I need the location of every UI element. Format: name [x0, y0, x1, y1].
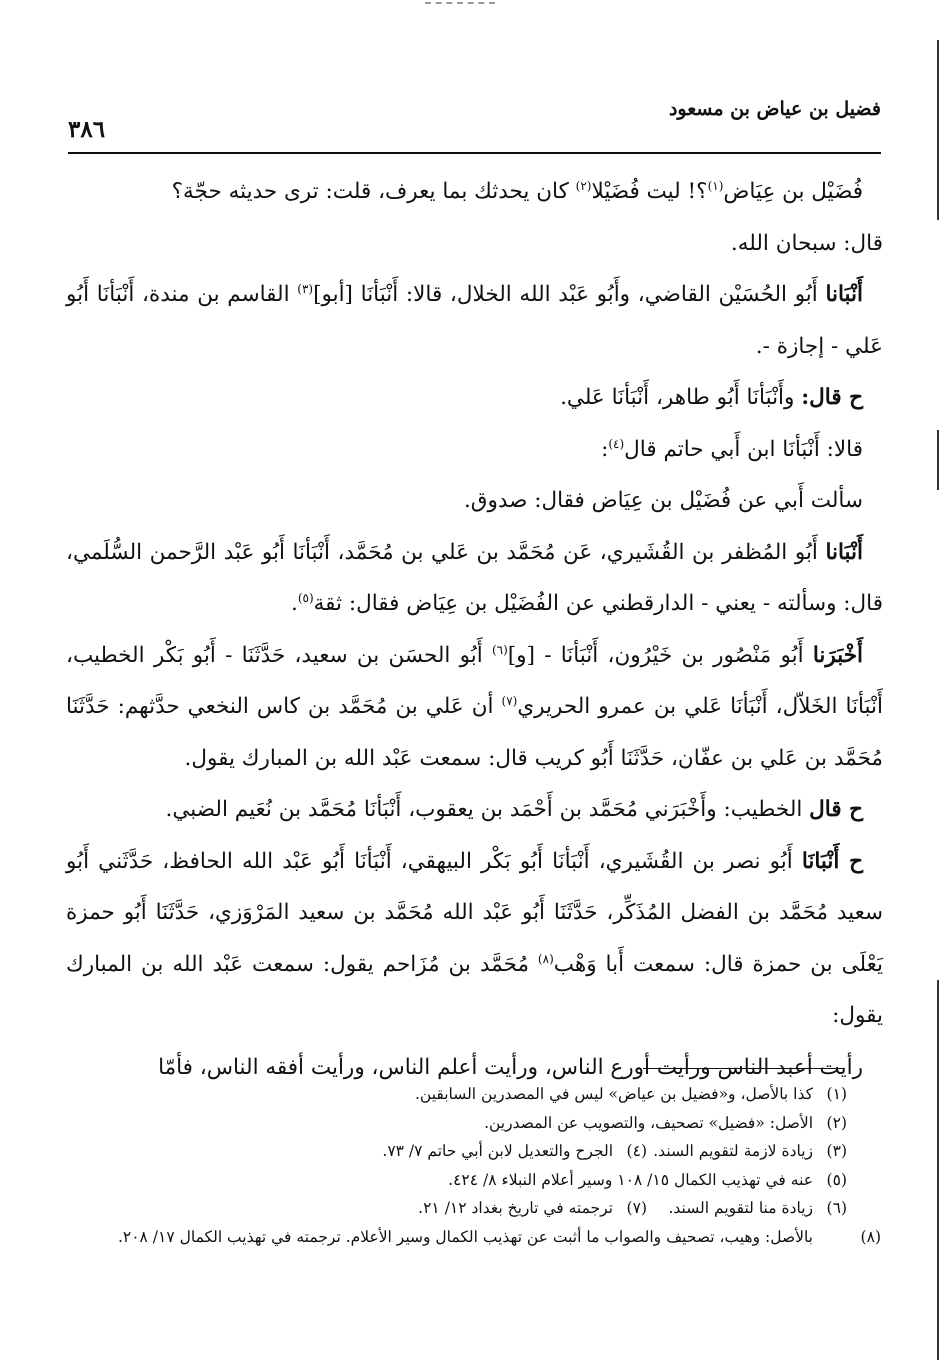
footnote-text: ترجمته في تاريخ بغداد ١٢/ ٢١.	[418, 1199, 613, 1217]
transmission-term: ح قال	[809, 797, 863, 822]
scan-edge-line	[937, 430, 939, 490]
isnad-paragraph: أَنْبَانا أَبُو المُظفر بن القُشَيري، عَن مُحَمَّد بن عَلي بن مُحَمَّد، أَنْبَأنَا أَبُو عَبْد الرَّحمن السُّلَمي، قال: وسألته - يعني - الدارقطني عن الفُضَيْل بن عِيَاض فقال: ثقة$^{(٥)}$.	[66, 539, 883, 616]
transmission-term: أَنْبَانا	[825, 282, 863, 307]
scan-edge-line	[937, 40, 939, 220]
isnad-paragraph: ح أَنْبَانَا أَبُو نصر بن القُشَيري، أَنْبَأنَا أَبُو بَكْر البيهقي، أَنْبَأنَا أَبُو عَبْد الله الحافظ، حَدَّثَني أَبُو سعيد مُحَمَّد بن الفضل المُذَكِّر، حَدَّثَنَا أَبُو عَبْد الله مُحَمَّد بن سعيد المَرْوَزي، حَدَّثَنَا أَبُو حمزة يَعْلَى بن حمزة قال: سمعت أَبا وَهْب$^{(٨)}$ مُحَمَّد بن مُزَاحم يقول: سمعت عَبْد الله بن المبارك يقول:	[66, 848, 883, 1028]
footnote-ref[interactable]: (٥)	[297, 591, 314, 605]
isnad-paragraph: ح قال الخطيب: وأَخْبَرَني مُحَمَّد بن أَحْمَد بن يعقوب، أَنْبَأنَا مُحَمَّد بن نُعَيم الضبي.	[165, 797, 863, 822]
footnote	[58, 1166, 847, 1195]
isnad-paragraph: ح قال: وأَنْبَأنَا أَبُو طاهر، أَنْبَأنَا عَلي.	[560, 385, 863, 410]
footnote-text: عنه في تهذيب الكمال ١٥/ ١٠٨ وسير أعلام النبلاء ٨/ ٤٢٤.	[448, 1170, 813, 1189]
footnote	[58, 1080, 847, 1109]
footnote-pair	[58, 1194, 847, 1223]
paragraph: قال: سبحان الله.	[730, 230, 883, 256]
transmission-term: ح قال:	[801, 385, 863, 410]
footnote-text: بالأصل: وهيب، تصحيف والصواب ما أثبت عن تهذيب الكمال وسير الأعلام. ترجمته في تهذيب الكمال ١٧/ ٢٠٨.	[117, 1227, 813, 1246]
top-scan-mark	[425, 2, 495, 4]
footnote-number: (١)	[826, 1085, 847, 1103]
footnote-text: زيادة لازمة لتقويم السند.	[653, 1142, 813, 1160]
footnote-text: الأصل: «فضيل» تصحيف، والتصويب عن المصدرين.	[484, 1113, 813, 1132]
footnote-number: (٢)	[826, 1113, 847, 1132]
transmission-term: أَخْبَرَنا	[812, 642, 863, 668]
footnote-ref[interactable]: (٤)	[608, 436, 625, 451]
footnote-number: (٨)	[860, 1227, 881, 1246]
footnote-text: زيادة منا لتقويم السند.	[668, 1199, 813, 1217]
running-title: فضيل بن عياض بن مسعود	[668, 98, 881, 120]
scan-edge-line	[937, 980, 939, 1360]
footnote-ref[interactable]: (٣)	[297, 282, 314, 296]
isnad-paragraph: أَخْبَرَنا أَبُو مَنْصُور بن خَيْرُون، أَنْبَأنَا - [و]$^{(٦)}$ أَبُو الحسَن بن سعيد، حَدَّثَنَا - أَبُو بَكْر الخطيب، أَنْبَأنَا الخَلاّل، أَنْبَأنَا عَلي بن عمرو الحريري$^{(٧)}$ أن عَلي بن مُحَمَّد بن كاس النخعي حدَّثهم: حَدَّثَنَا مُحَمَّد بن عَلي بن عفّان، حَدَّثَنَا أَبُو كريب قال: سمعت عَبْد الله بن المبارك يقول.	[66, 642, 883, 771]
footnote-ref[interactable]: (٢)	[575, 179, 592, 193]
footnote-divider	[643, 1068, 843, 1069]
footnote	[58, 1223, 881, 1252]
page-number: ٣٨٦	[68, 116, 106, 143]
paragraph: سألت أَبي عن فُضَيْل بن عِيَاض فقال: صدوق.	[463, 488, 863, 513]
footnote-number: (٤)	[626, 1142, 647, 1160]
footnote	[58, 1109, 847, 1138]
footnote-number: (٥)	[826, 1170, 847, 1189]
footnote-ref[interactable]: (١)	[707, 179, 724, 193]
isnad-paragraph: أَنْبَانا أَبُو الحُسَيْن القاضي، وأَبُو عَبْد الله الخلال، قالا: أَنْبَأنَا [أبو]$^{(٣)}$ القاسم بن مندة، أَنْبَأنَا أَبُو عَلي - إجازة -.	[66, 282, 883, 359]
footnotes	[58, 1080, 881, 1251]
footnote-pair	[58, 1137, 847, 1166]
footnote-number: (٦)	[826, 1199, 847, 1217]
footnote-text: كذا بالأصل، و«فضيل بن عياض» ليس في المصدرين السابقين.	[414, 1085, 813, 1103]
paragraph: رأيت أعبد الناس ورأيت أورع الناس، ورأيت أعلم الناس، ورأيت أفقه الناس، فأمّا	[158, 1054, 863, 1080]
running-header	[68, 88, 881, 154]
transmission-term: أَنْبَانا	[825, 539, 863, 565]
paragraph: فُضَيْل بن عِيَاض$^{(١)}$؟! ليت فُضَيْلا$^{(٢)}$ كان يحدثك بما يعرف، قلت: ترى حديثه حجّة؟	[171, 179, 863, 204]
paragraph: قالا: أَنْبَأنَا ابن أَبي حاتم قال$^{(٤)}$:	[601, 436, 863, 462]
footnote-ref[interactable]: (٧)	[501, 694, 518, 708]
footnote-ref[interactable]: (٨)	[537, 951, 554, 966]
transmission-term: ح أَنْبَانَا	[801, 848, 863, 874]
footnote-ref[interactable]: (٦)	[491, 642, 508, 657]
main-text	[66, 166, 883, 1093]
footnote-text: الجرح والتعديل لابن أبي حاتم ٧/ ٧٣.	[382, 1142, 613, 1160]
footnote-number: (٣)	[826, 1142, 847, 1160]
footnote-number: (٧)	[626, 1199, 647, 1217]
